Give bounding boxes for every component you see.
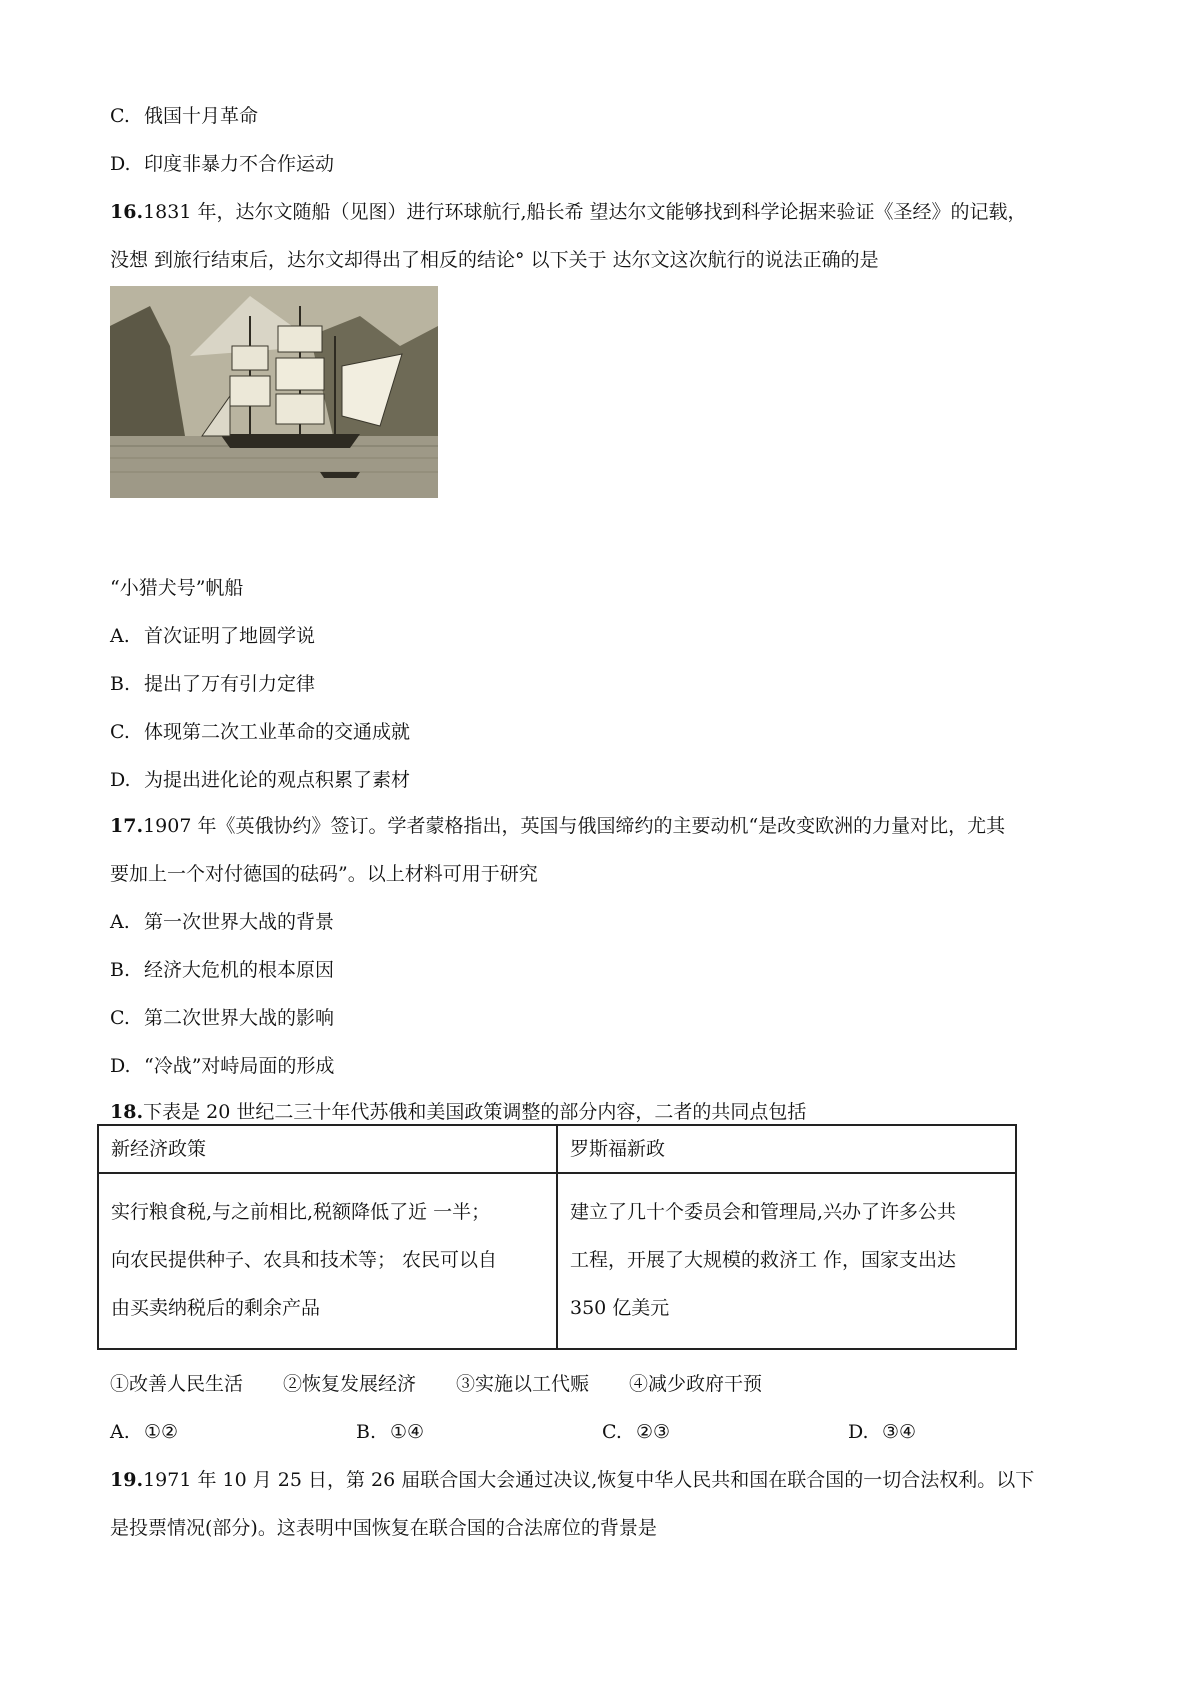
q16-caption: “小猎犬号”帆船 <box>110 577 244 599</box>
q17-option-d: D. “冷战”对峙局面的形成 <box>110 1055 335 1077</box>
q18-choice-d: D. ③④ <box>848 1421 917 1443</box>
q16-option-b: B. 提出了万有引力定律 <box>110 673 316 695</box>
table-header-row <box>98 1125 1016 1173</box>
q16-option-d: D. 为提出进化论的观点积累了素材 <box>110 769 411 791</box>
q16-stem-line1: 16.1831 年，达尔文随船（见图）进行环球航行,船长希 望达尔文能够找到科学论据来验证《圣经》的记载， <box>110 201 1027 223</box>
q17-number: 17. <box>110 815 144 837</box>
q18-stem: 18.下表是 20 世纪二三十年代苏俄和美国政策调整的部分内容，二者的共同点包括 <box>110 1101 807 1123</box>
beagle-ship-image <box>110 286 438 498</box>
table-row <box>98 1173 1016 1349</box>
table-header-nep: 新经济政策 <box>98 1125 557 1173</box>
q17-option-c: C. 第二次世界大战的影响 <box>110 1007 335 1029</box>
q18-number: 18. <box>110 1101 144 1123</box>
table-cell-nep: 实行粮食税,与之前相比,税额降低了近 一半； 向农民提供种子、农具和技术等； 农民可以自 由买卖纳税后的剩余产品 <box>98 1173 557 1349</box>
q19-stem-line1: 19.1971 年 10 月 25 日，第 26 届联合国大会通过决议,恢复中华人民共和国在联合国的一切合法权利。以下 <box>110 1469 1035 1491</box>
policy-comparison-table <box>97 1124 1017 1350</box>
q17-option-b: B. 经济大危机的根本原因 <box>110 959 335 981</box>
q15-option-c: C. 俄国十月革命 <box>110 105 259 127</box>
q17-stem-line1: 17.1907 年《英俄协约》签订。学者蒙格指出，英国与俄国缔约的主要动机“是改变欧洲的力量对比，尤其 <box>110 815 1006 837</box>
q15-option-d: D. 印度非暴力不合作运动 <box>110 153 335 175</box>
q19-number: 19. <box>110 1469 144 1491</box>
table-header-new-deal: 罗斯福新政 <box>557 1125 1016 1173</box>
q16-option-c: C. 体现第二次工业革命的交通成就 <box>110 721 411 743</box>
q18-choice-c: C. ②③ <box>602 1421 671 1443</box>
q18-choice-b: B. ①④ <box>356 1421 425 1443</box>
q18-items: ①改善人民生活 ②恢复发展经济 ③实施以工代赈 ④减少政府干预 <box>110 1373 763 1395</box>
q18-choice-a: A. ①② <box>110 1421 179 1443</box>
q19-stem-line2: 是投票情况(部分)。这表明中国恢复在联合国的合法席位的背景是 <box>110 1517 657 1539</box>
q16-stem-line2: 没想 到旅行结束后，达尔文却得出了相反的结论° 以下关于 达尔文这次航行的说法正确的是 <box>110 249 879 271</box>
q16-option-a: A. 首次证明了地圆学说 <box>110 625 316 647</box>
q16-number: 16. <box>110 201 144 223</box>
table-cell-new-deal: 建立了几十个委员会和管理局,兴办了许多公共 工程，开展了大规模的救济工 作，国家支出达 350 亿美元 <box>557 1173 1016 1349</box>
q17-stem-line2: 要加上一个对付德国的砝码”。以上材料可用于研究 <box>110 863 538 885</box>
ship-illustration <box>110 286 438 498</box>
q17-option-a: A. 第一次世界大战的背景 <box>110 911 335 933</box>
